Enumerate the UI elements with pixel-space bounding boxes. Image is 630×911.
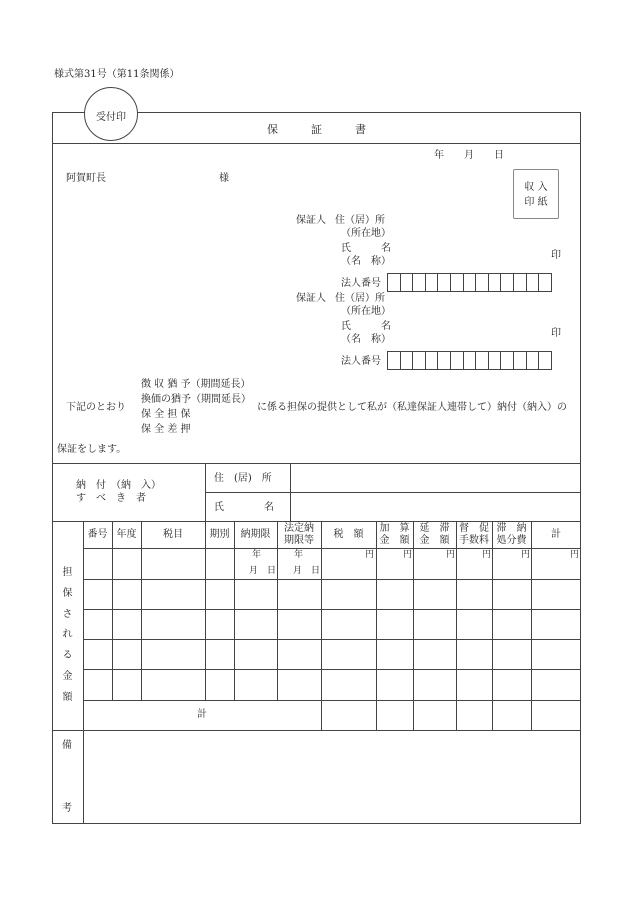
unit-yen-tax: 円 xyxy=(365,550,375,560)
guarantor-label: 保証人 xyxy=(296,293,326,304)
unit-statutory-year: 年 xyxy=(294,550,304,560)
header-year: 年度 xyxy=(116,529,137,540)
side-char: 保 xyxy=(62,587,73,599)
remarks-label-bottom: 考 xyxy=(62,803,72,814)
guarantor-address-sub: （所在地） xyxy=(341,228,391,239)
payer-name-label: 氏 名 xyxy=(214,502,274,513)
guarantor-name-label: 氏 名 xyxy=(341,321,391,332)
unit-yen-disposal: 円 xyxy=(521,550,531,560)
header-statutory-2: 期限等 xyxy=(284,535,314,546)
header-deadline: 納期限 xyxy=(240,529,271,540)
divider xyxy=(83,579,581,580)
header-disposal-cost-1: 滞 納 xyxy=(496,523,527,534)
side-char: さ xyxy=(62,608,73,620)
secured-amount-side-label xyxy=(52,563,83,703)
divider xyxy=(52,143,581,144)
header-disposal-cost-2: 処分費 xyxy=(496,535,527,546)
revenue-stamp-line1: 収 入 xyxy=(524,182,548,193)
header-delinquency-2: 金 額 xyxy=(419,535,450,546)
option-seizure: 保 全 差 押 xyxy=(141,424,191,435)
unit-yen-additional: 円 xyxy=(403,550,413,560)
side-char: れ xyxy=(62,629,73,641)
form-number: 様式第31号（第11条関係） xyxy=(54,69,180,80)
divider xyxy=(492,521,493,730)
header-no: 番号 xyxy=(87,529,108,540)
option-security: 保 全 担 保 xyxy=(141,409,191,420)
header-tax-item: 税目 xyxy=(163,529,183,540)
revenue-stamp-box xyxy=(513,169,559,219)
divider xyxy=(205,521,206,700)
side-char: る xyxy=(62,650,73,662)
corp-number-boxes[interactable] xyxy=(388,351,552,370)
payer-label-line1: 納 付 （納 入） xyxy=(76,480,161,491)
option-deferral: 徴 収 猶 予（期間延長） xyxy=(141,379,251,390)
remarks-label-top: 備 xyxy=(62,740,72,751)
addressee: 阿賀町長 xyxy=(66,173,106,184)
receipt-stamp-label: 受付印 xyxy=(96,112,126,123)
corp-number-boxes[interactable] xyxy=(388,273,552,292)
divider xyxy=(205,492,581,493)
divider xyxy=(83,639,581,640)
option-conversion-deferral: 換価の猶予（期間延長） xyxy=(141,394,251,405)
divider xyxy=(52,521,581,522)
divider xyxy=(277,521,278,700)
seal-mark: 印 xyxy=(551,250,561,261)
corp-number-label: 法人番号 xyxy=(341,356,381,367)
unit-yen-total: 円 xyxy=(570,550,580,560)
payer-label-line2: す べ き 者 xyxy=(76,493,146,504)
honorific: 様 xyxy=(219,173,229,184)
divider xyxy=(531,521,532,730)
divider xyxy=(83,700,581,701)
divider xyxy=(456,521,457,730)
body-prefix: 下記のとおり xyxy=(66,402,126,413)
unit-statutory-monthday: 月 日 xyxy=(293,566,321,576)
header-reminder-fee-1: 督 促 xyxy=(459,523,489,534)
date-line: 年 月 日 xyxy=(434,150,504,161)
divider xyxy=(83,609,581,610)
header-additional-1: 加 算 xyxy=(379,523,410,534)
guarantor-label: 保証人 xyxy=(296,215,326,226)
divider xyxy=(83,669,581,670)
unit-deadline-monthday: 月 日 xyxy=(249,566,277,576)
side-char: 額 xyxy=(62,691,73,703)
divider xyxy=(234,521,235,700)
guarantor-name-sub: （名 称） xyxy=(341,256,391,267)
divider xyxy=(52,730,581,731)
divider xyxy=(83,548,581,549)
unit-yen-delinquency: 円 xyxy=(446,550,456,560)
header-tax-amount: 税 額 xyxy=(333,529,364,540)
guarantor-address-label: 住（居）所 xyxy=(335,293,385,304)
header-statutory-1: 法定納 xyxy=(284,523,314,534)
seal-mark: 印 xyxy=(551,328,561,339)
unit-deadline-year: 年 xyxy=(252,550,262,560)
payer-address-label: 住 (居) 所 xyxy=(214,473,272,484)
body-middle: に係る担保の提供として私が（私達保証人連帯して）納付（納入）の xyxy=(257,402,567,413)
divider xyxy=(413,521,414,730)
corp-number-label: 法人番号 xyxy=(341,278,381,289)
divider xyxy=(376,521,377,730)
total-row-label: 計 xyxy=(197,709,207,720)
divider xyxy=(52,463,581,464)
header-total: 計 xyxy=(551,529,561,540)
guarantor-address-sub: （所在地） xyxy=(341,306,391,317)
side-char: 担 xyxy=(62,567,73,578)
guarantor-address-label: 住（居）所 xyxy=(335,215,385,226)
divider xyxy=(321,521,322,730)
header-delinquency-1: 延 滞 xyxy=(419,523,450,534)
header-period: 期別 xyxy=(209,529,230,540)
guarantor-name-label: 氏 名 xyxy=(341,243,391,254)
divider xyxy=(112,521,113,700)
divider xyxy=(141,521,142,700)
page-title: 保 証 書 xyxy=(267,123,366,136)
body-suffix: 保証をします。 xyxy=(57,444,127,455)
unit-yen-reminder: 円 xyxy=(482,550,492,560)
side-char: 金 xyxy=(62,671,73,683)
guarantor-name-sub: （名 称） xyxy=(341,334,391,345)
header-additional-2: 金 額 xyxy=(379,535,410,546)
divider xyxy=(83,521,84,824)
revenue-stamp-line2: 印 紙 xyxy=(524,197,548,208)
header-reminder-fee-2: 手数料 xyxy=(459,535,489,546)
